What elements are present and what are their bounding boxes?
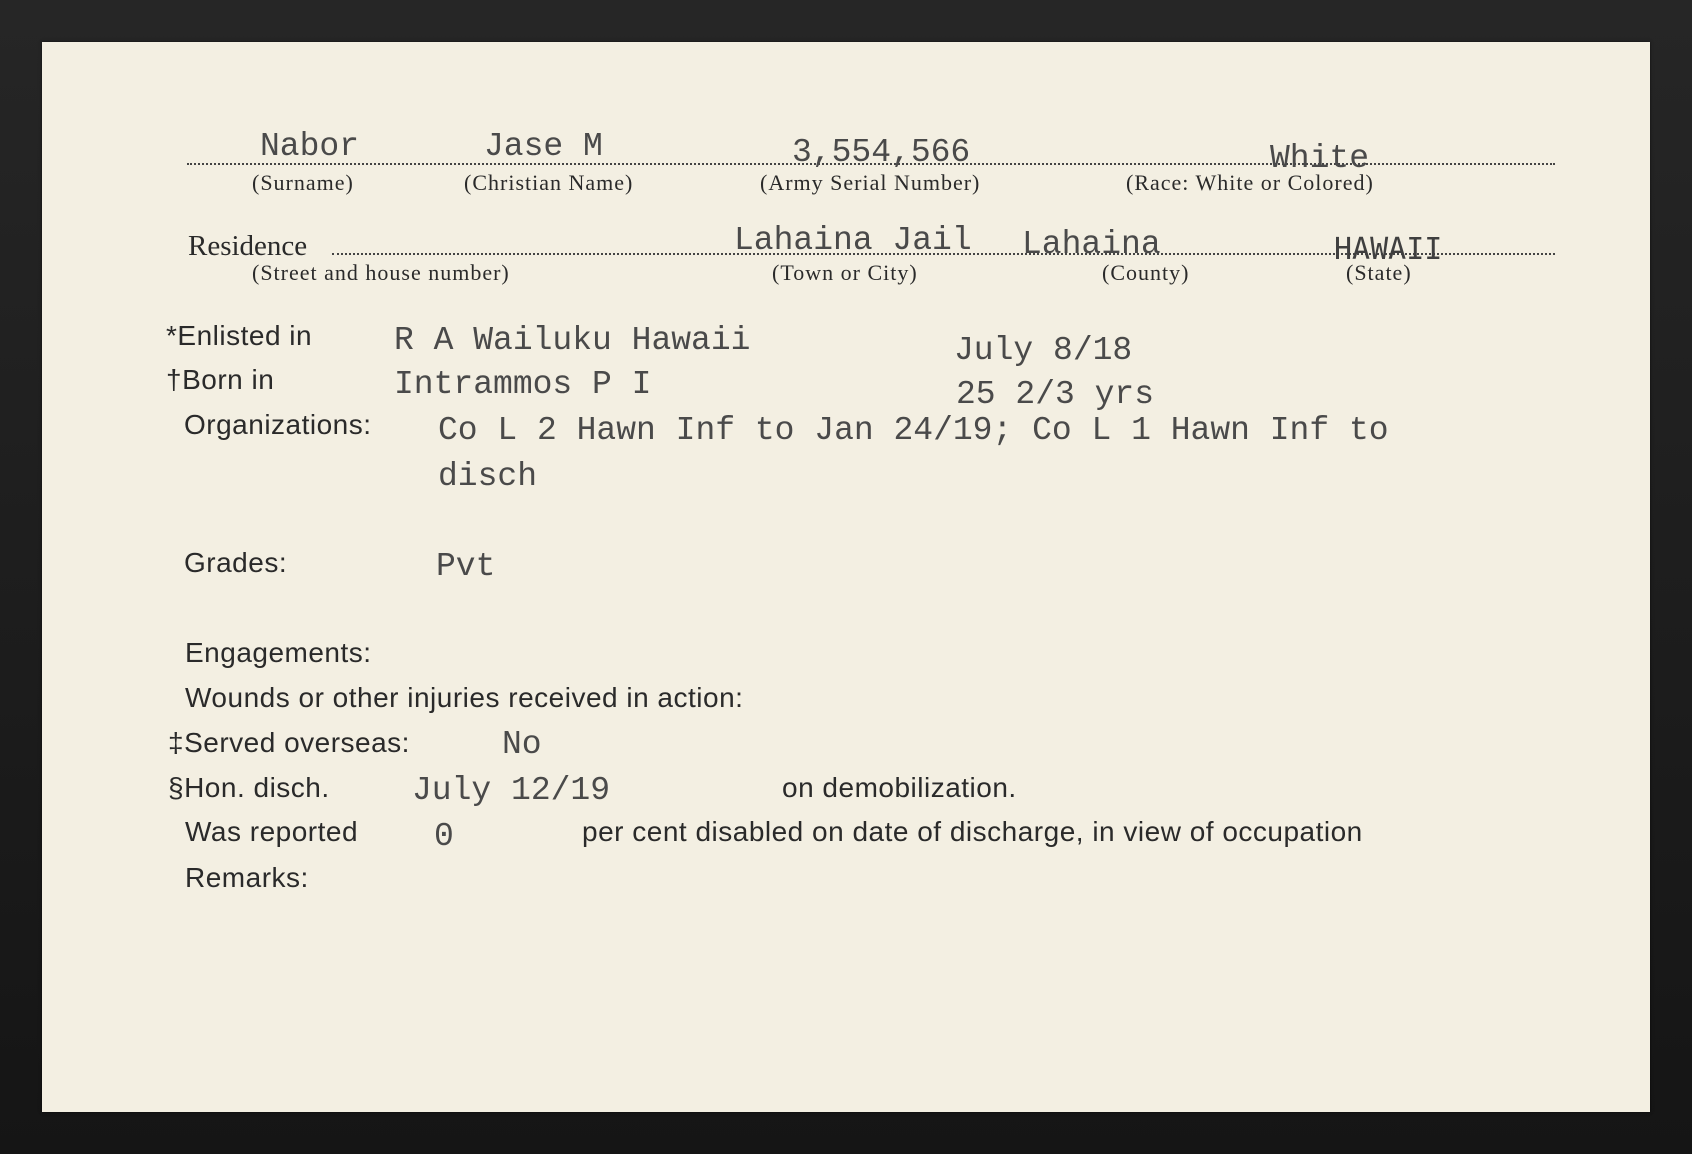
grades-label: Grades: (184, 547, 288, 578)
state-caption: (State) (1346, 260, 1412, 285)
residence-label: Residence (188, 230, 308, 262)
race-caption: (Race: White or Colored) (1126, 170, 1374, 195)
town-value: Lahaina Jail (734, 222, 972, 259)
born-label: †Born in (166, 364, 275, 395)
served-overseas-label: ‡Served overseas: (168, 727, 410, 758)
service-record-card (42, 42, 1650, 1112)
disability-percent-value: 0 (434, 818, 454, 855)
age-value: 25 2/3 yrs (956, 376, 1155, 413)
town-caption: (Town or City) (772, 260, 918, 285)
born-place-value: Intrammos P I (394, 366, 652, 403)
hon-disch-date-value: July 12/19 (412, 772, 611, 809)
enlisted-date-value: July 8/18 (954, 332, 1133, 369)
demobilization-text: on demobilization. (782, 772, 1017, 803)
hon-disch-label: §Hon. disch. (168, 772, 330, 803)
organizations-line-1: Co L 2 Hawn Inf to Jan 24/19; Co L 1 Hawn Inf to (438, 412, 1389, 449)
served-overseas-value: No (502, 726, 542, 763)
county-caption: (County) (1102, 260, 1190, 285)
grades-value: Pvt (436, 548, 496, 585)
disability-description: per cent disabled on date of discharge, in view of occupation (582, 816, 1363, 847)
county-value: Lahaina (1022, 226, 1161, 263)
serial-number-caption: (Army Serial Number) (760, 170, 981, 195)
surname-value: Nabor (260, 128, 360, 165)
race-value: White (1270, 140, 1370, 177)
christian-name-value: Jase M (484, 128, 603, 165)
christian-name-caption: (Christian Name) (464, 170, 634, 195)
wounds-label: Wounds or other injuries received in action: (185, 682, 744, 713)
street-caption: (Street and house number) (252, 260, 510, 285)
organizations-label: Organizations: (184, 409, 372, 440)
enlisted-label: *Enlisted in (166, 320, 313, 351)
remarks-label: Remarks: (185, 862, 309, 893)
serial-number-value: 3,554,566 (792, 134, 971, 171)
was-reported-label: Was reported (185, 816, 359, 847)
surname-caption: (Surname) (252, 170, 354, 195)
state-value: HAWAII (1334, 232, 1443, 267)
enlisted-place-value: R A Wailuku Hawaii (394, 322, 751, 359)
organizations-line-2: disch (438, 458, 538, 495)
engagements-label: Engagements: (185, 637, 372, 668)
